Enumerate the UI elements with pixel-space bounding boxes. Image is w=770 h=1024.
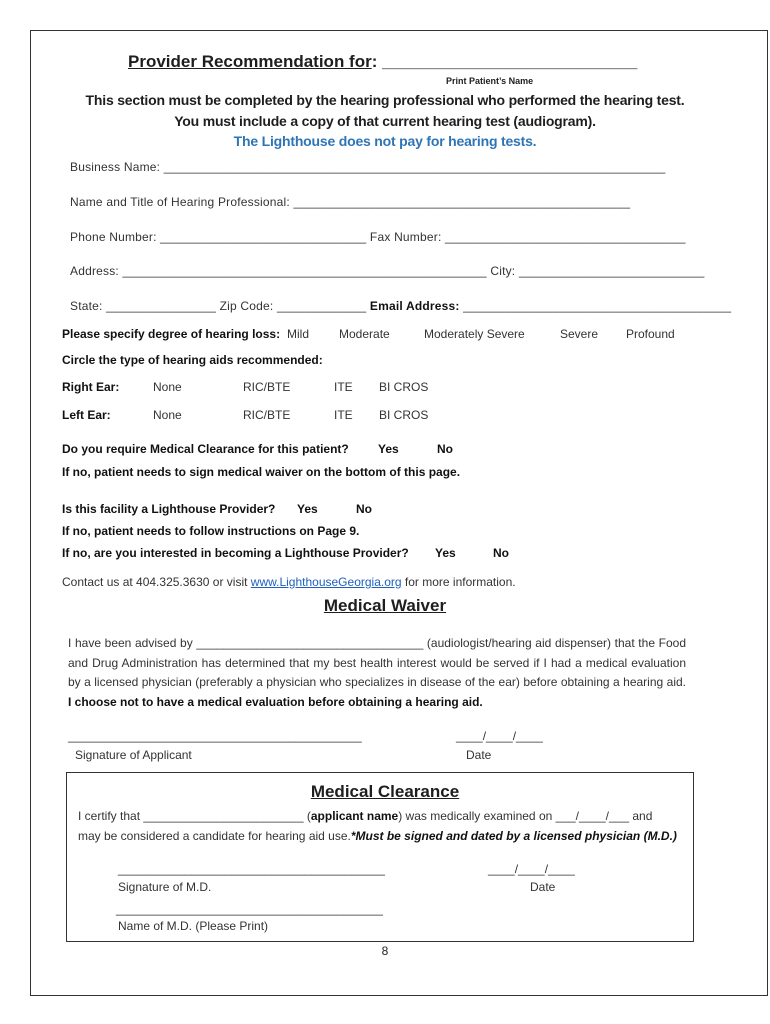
left-ear-ric-bte[interactable]: RIC/BTE <box>243 408 291 422</box>
instruction-line-1: This section must be completed by the hearing professional who performed the hearing test. <box>85 92 685 108</box>
hearing-loss-question: Please specify degree of hearing loss: <box>62 327 281 341</box>
applicant-signature-label: Signature of Applicant <box>75 748 192 762</box>
clearance-no[interactable]: No <box>437 442 453 456</box>
right-ear-label: Right Ear: <box>62 380 120 394</box>
loss-option-moderate[interactable]: Moderate <box>339 327 390 341</box>
right-ear-none[interactable]: None <box>153 380 182 394</box>
md-date-line[interactable]: ____/____/____ <box>488 862 575 876</box>
patient-name-field[interactable]: ___________________________ <box>377 52 638 71</box>
provider-question: Is this facility a Lighthouse Provider? <box>62 502 276 516</box>
medical-waiver-title: Medical Waiver <box>323 596 447 615</box>
right-ear-ric-bte[interactable]: RIC/BTE <box>243 380 291 394</box>
loss-option-moderately-severe[interactable]: Moderately Severe <box>424 327 525 341</box>
page-number: 8 <box>381 944 389 958</box>
provider-yes[interactable]: Yes <box>297 502 318 516</box>
provider-interest-question: If no, are you interested in becoming a Lighthouse Provider? <box>62 546 409 560</box>
clearance-candidate-line: may be considered a candidate for hearing aid use.*Must be signed and dated by a licensed physician (M.D.) <box>78 829 677 843</box>
applicant-signature-line[interactable]: ____________________________________________ <box>68 729 362 743</box>
md-signature-line[interactable]: ________________________________________ <box>118 862 385 876</box>
medical-clearance-title: Medical Clearance <box>310 782 460 801</box>
loss-option-profound[interactable]: Profound <box>626 327 675 341</box>
clearance-question: Do you require Medical Clearance for this patient? <box>62 442 349 456</box>
clearance-note: If no, patient needs to sign medical waiver on the bottom of this page. <box>62 465 461 479</box>
interest-yes[interactable]: Yes <box>435 546 456 560</box>
left-ear-ite[interactable]: ITE <box>334 408 353 422</box>
contact-line: Contact us at 404.325.3630 or visit www.LighthouseGeorgia.org for more information. <box>62 575 516 589</box>
left-ear-none[interactable]: None <box>153 408 182 422</box>
print-patient-name-hint: Print Patient’s Name <box>446 76 534 86</box>
instruction-line-3: The Lighthouse does not pay for hearing tests. <box>233 133 537 149</box>
provider-no[interactable]: No <box>356 502 372 516</box>
waiver-date-label: Date <box>466 748 492 762</box>
hearing-aids-question: Circle the type of hearing aids recommended: <box>62 353 323 367</box>
clearance-yes[interactable]: Yes <box>378 442 399 456</box>
loss-option-mild[interactable]: Mild <box>287 327 310 341</box>
page-title: Provider Recommendation for: ___________________________ <box>128 52 638 71</box>
phone-fax-field[interactable]: Phone Number: ______________________________ Fax Number: ___________________________________ <box>70 230 686 244</box>
right-ear-bi-cros[interactable]: BI CROS <box>379 380 429 394</box>
clearance-certify-line: I certify that ________________________ (applicant name) was medically examined on ___/____/___ and <box>78 809 653 823</box>
state-zip-email-field[interactable]: State: ________________ Zip Code: _____________ Email Address: _______________________________________ <box>70 299 732 313</box>
hearing-professional-field[interactable]: Name and Title of Hearing Professional: _________________________________________________ <box>70 195 631 209</box>
md-date-label: Date <box>530 880 556 894</box>
waiver-date-line[interactable]: ____/____/____ <box>456 729 543 743</box>
interest-no[interactable]: No <box>493 546 509 560</box>
left-ear-label: Left Ear: <box>62 408 111 422</box>
md-name-label: Name of M.D. (Please Print) <box>118 919 269 933</box>
right-ear-ite[interactable]: ITE <box>334 380 353 394</box>
waiver-paragraph: I have been advised by __________________________________ (audiologist/hearing aid dispenser) that the Food and Drug Administration has determined that my best health interest would be served if I had a medical evaluation by a licensed physician (preferably a physician who specializes in disease of the ear) before obtaining a hearing aid. I choose not to have a medical evaluation before obtaining a hearing aid. <box>68 636 686 710</box>
md-signature-label: Signature of M.D. <box>118 880 212 894</box>
provider-note: If no, patient needs to follow instructions on Page 9. <box>62 524 360 538</box>
md-name-line[interactable]: ________________________________________ <box>116 902 383 916</box>
loss-option-severe[interactable]: Severe <box>560 327 599 341</box>
business-name-field[interactable]: Business Name: _________________________________________________________________________ <box>70 160 666 174</box>
left-ear-bi-cros[interactable]: BI CROS <box>379 408 429 422</box>
instruction-line-2: You must include a copy of that current hearing test (audiogram). <box>174 113 596 129</box>
address-city-field[interactable]: Address: _____________________________________________________ City: ___________________________ <box>70 264 705 278</box>
lighthouse-website-link[interactable]: www.LighthouseGeorgia.org <box>250 575 402 589</box>
